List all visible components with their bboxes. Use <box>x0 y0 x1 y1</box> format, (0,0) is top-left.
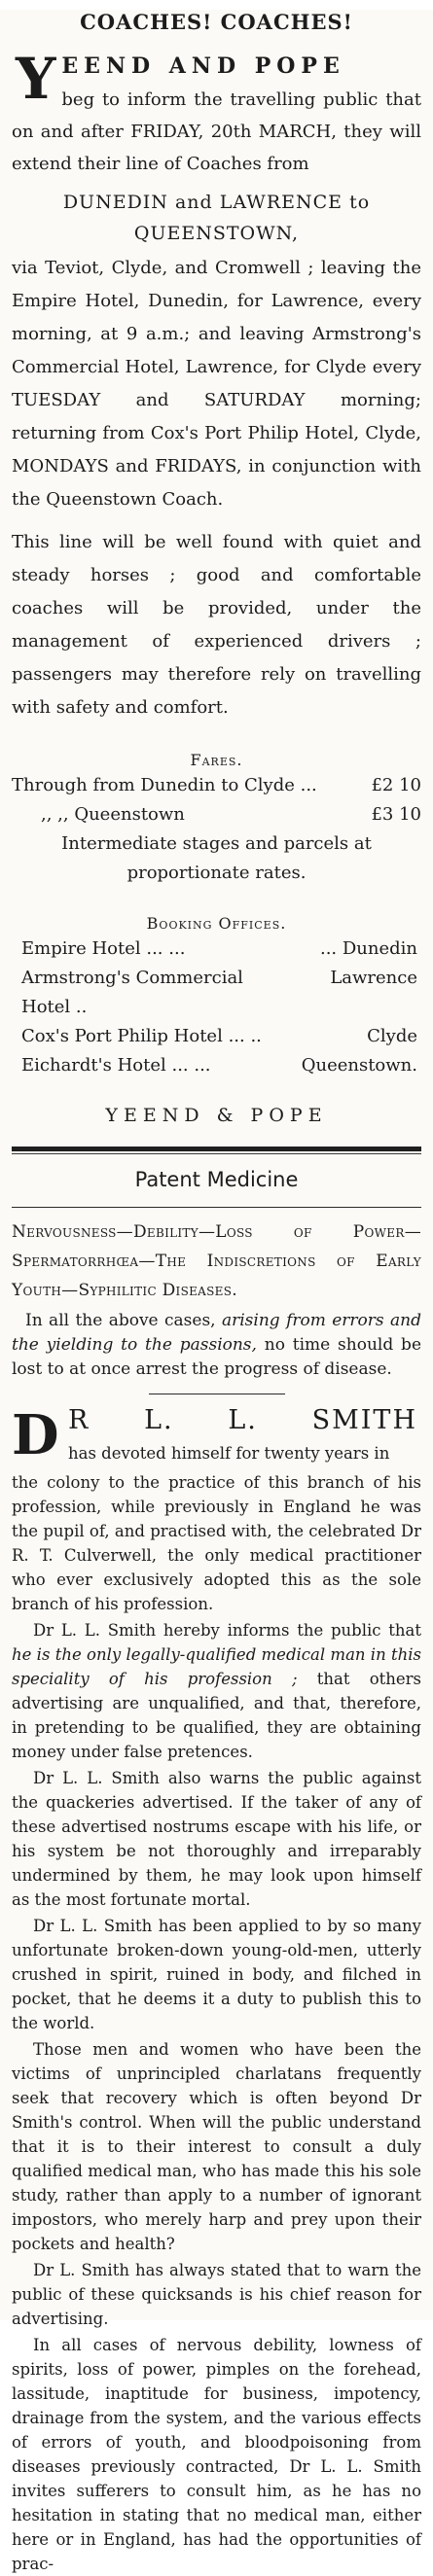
fare-amount: £2 10 <box>371 775 421 795</box>
booking-offices-heading: Booking Offices. <box>146 914 287 933</box>
office-name: Empire Hotel ... ... <box>21 938 186 959</box>
paragraph-6: Dr L. Smith has always stated that to warn the public of these quicksands is his chief reason for advertising. <box>12 2261 421 2328</box>
route-line-1: DUNEDIN and LAWRENCE to <box>62 192 371 213</box>
warning-note-start: In all the above cases, <box>25 1311 216 1330</box>
paragraph-2-emphasis: he is the only legally-qualified medical man in this speciality of his profession ; <box>12 1645 421 1688</box>
paragraph-2-start: Dr L. L. Smith hereby informs the public that <box>33 1621 421 1640</box>
paragraph-1-first-line: has devoted himself for twenty years in <box>68 1444 390 1463</box>
office-row <box>12 1051 421 1080</box>
fares-heading: Fares. <box>190 751 243 769</box>
office-name: Cox's Port Philip Hotel ... .. <box>21 1026 262 1046</box>
fare-amount: £3 10 <box>371 804 421 825</box>
fare-row <box>12 771 421 800</box>
route-line-2: QUEENSTOWN, <box>133 223 300 244</box>
ad-headline: COACHES! COACHES! <box>80 10 353 34</box>
doctor-name-part: L. <box>228 1405 258 1435</box>
office-name: Eichardt's Hotel ... ... <box>21 1055 211 1076</box>
doctor-name-part: R <box>68 1405 90 1435</box>
paragraph-4: Dr L. L. Smith has been applied to by so many unfortunate broken-down young-old-men, utterly crushed in spirit, ruined in body, and filched in pocket, that he deems it a duty to publish this to the world. <box>12 1917 421 2032</box>
paragraph-5: Those men and women who have been the victims of unprincipled charlatans frequently seek that recovery which is often beyond Dr Smith's control. When will the public understand that it is to their interest to consult a duly qualified medical man, who has made this his sole study, rather than apply to a number of ignorant impostors, who merely harp and prey upon their pockets and health? <box>12 2040 421 2253</box>
paragraph-2-end: that others advertising are unqualified, and that, therefore, in pretending to be qualified, they are obtaining money under false pretences. <box>12 1670 422 1761</box>
coaches-advertisement <box>12 10 421 1129</box>
office-row <box>12 964 421 1022</box>
paragraph-1: the colony to the practice of this branch of his profession, while previously in England he was the pupil of, and practised with, the celebrated Dr R. T. Culverwell, the only medical practitioner who ever exclusively adopted this as the sole branch of his profession. <box>12 1473 421 1613</box>
signature: YEEND & POPE <box>105 1105 328 1126</box>
fare-description: ,, ,, Queenstown <box>41 804 185 825</box>
doctor-name-part: SMITH <box>311 1405 417 1435</box>
horses-paragraph: This line will be well found with quiet and steady horses ; good and comfortable coaches will be provided, under the management of experienced drivers ; passengers may therefore rely on travelling with safety and comfort. <box>12 532 421 718</box>
paragraph-3: Dr L. L. Smith also warns the public against the quackeries advertised. If the taker of any of these advertised nostrums escape with his life, or his system be not thoroughly and irreparably undermined by them, he may look upon himself as the most fortunate mortal. <box>12 1769 421 1909</box>
warning-note-end: no time should be lost to at once arrest the progress of disease. <box>12 1335 421 1379</box>
divider <box>12 1207 421 1208</box>
newspaper-page <box>0 10 433 2573</box>
drop-cap: D <box>12 1403 59 1467</box>
divider-thin <box>12 1153 421 1154</box>
divider-thick <box>12 1147 421 1151</box>
doctor-heading <box>12 1404 421 1470</box>
patent-medicine-section <box>12 1166 421 2576</box>
office-place: ... Dunedin <box>319 938 417 959</box>
firm-name: EEND AND POPE <box>61 53 345 79</box>
office-name: Armstrong's Commercial Hotel .. <box>21 968 243 1017</box>
intro-text: beg to inform the travelling public that on and after FRIDAY, 20th MARCH, they will extend their line of Coaches from <box>12 89 421 174</box>
warning-note <box>12 1309 421 1382</box>
paragraph-7: In all cases of nervous debility, lowness of spirits, loss of power, pimples on the forehead, lassitude, inaptitude for business, impotency, drainage from the system, and the various effects of errors of youth, and bloodpoisoning from diseases previously contracted, Dr L. L. Smith invites sufferers to consult him, as he has no hesitation in stating that no medical man, either here or in England, has had the opportunities of prac- <box>12 2336 421 2573</box>
office-row <box>12 1022 421 1051</box>
section-title: Patent Medicine <box>134 1168 299 1191</box>
fare-row <box>12 800 421 829</box>
doctor-name <box>68 1406 421 1435</box>
doctor-name-part: L. <box>144 1405 174 1435</box>
ailments-list: Nervousness—Debility—Loss of Power—Spermatorrhœa—The Indiscretions of Early Youth—Syphilitic Diseases. <box>12 1222 421 1300</box>
office-place: Queenstown. <box>301 1055 417 1076</box>
office-row <box>12 935 421 964</box>
office-place: Clyde <box>367 1026 417 1046</box>
drop-cap: Y <box>16 46 56 112</box>
warning-note-emphasis: arising from errors and the yielding to the passions, <box>12 1311 421 1355</box>
paragraph-2 <box>12 1618 421 1764</box>
schedule-paragraph: via Teviot, Clyde, and Cromwell ; leaving the Empire Hotel, Dunedin, for Lawrence, every morning, at 9 a.m.; and leaving Armstrong's Commercial Hotel, Lawrence, for Clyde every TUESDAY and SATURDAY morning; returning from Cox's Port Philip Hotel, Clyde, MONDAYS and FRIDAYS, in conjunction with the Queenstown Coach. <box>12 258 421 510</box>
medicine-body <box>12 1470 421 2576</box>
booking-offices-list <box>12 935 421 1080</box>
office-place: Lawrence <box>330 968 417 988</box>
fares-note: Intermediate stages and parcels at proportionate rates. <box>61 833 372 883</box>
fares-list <box>12 771 421 829</box>
intro-paragraph <box>12 46 421 180</box>
fare-description: Through from Dunedin to Clyde ... <box>12 775 317 795</box>
